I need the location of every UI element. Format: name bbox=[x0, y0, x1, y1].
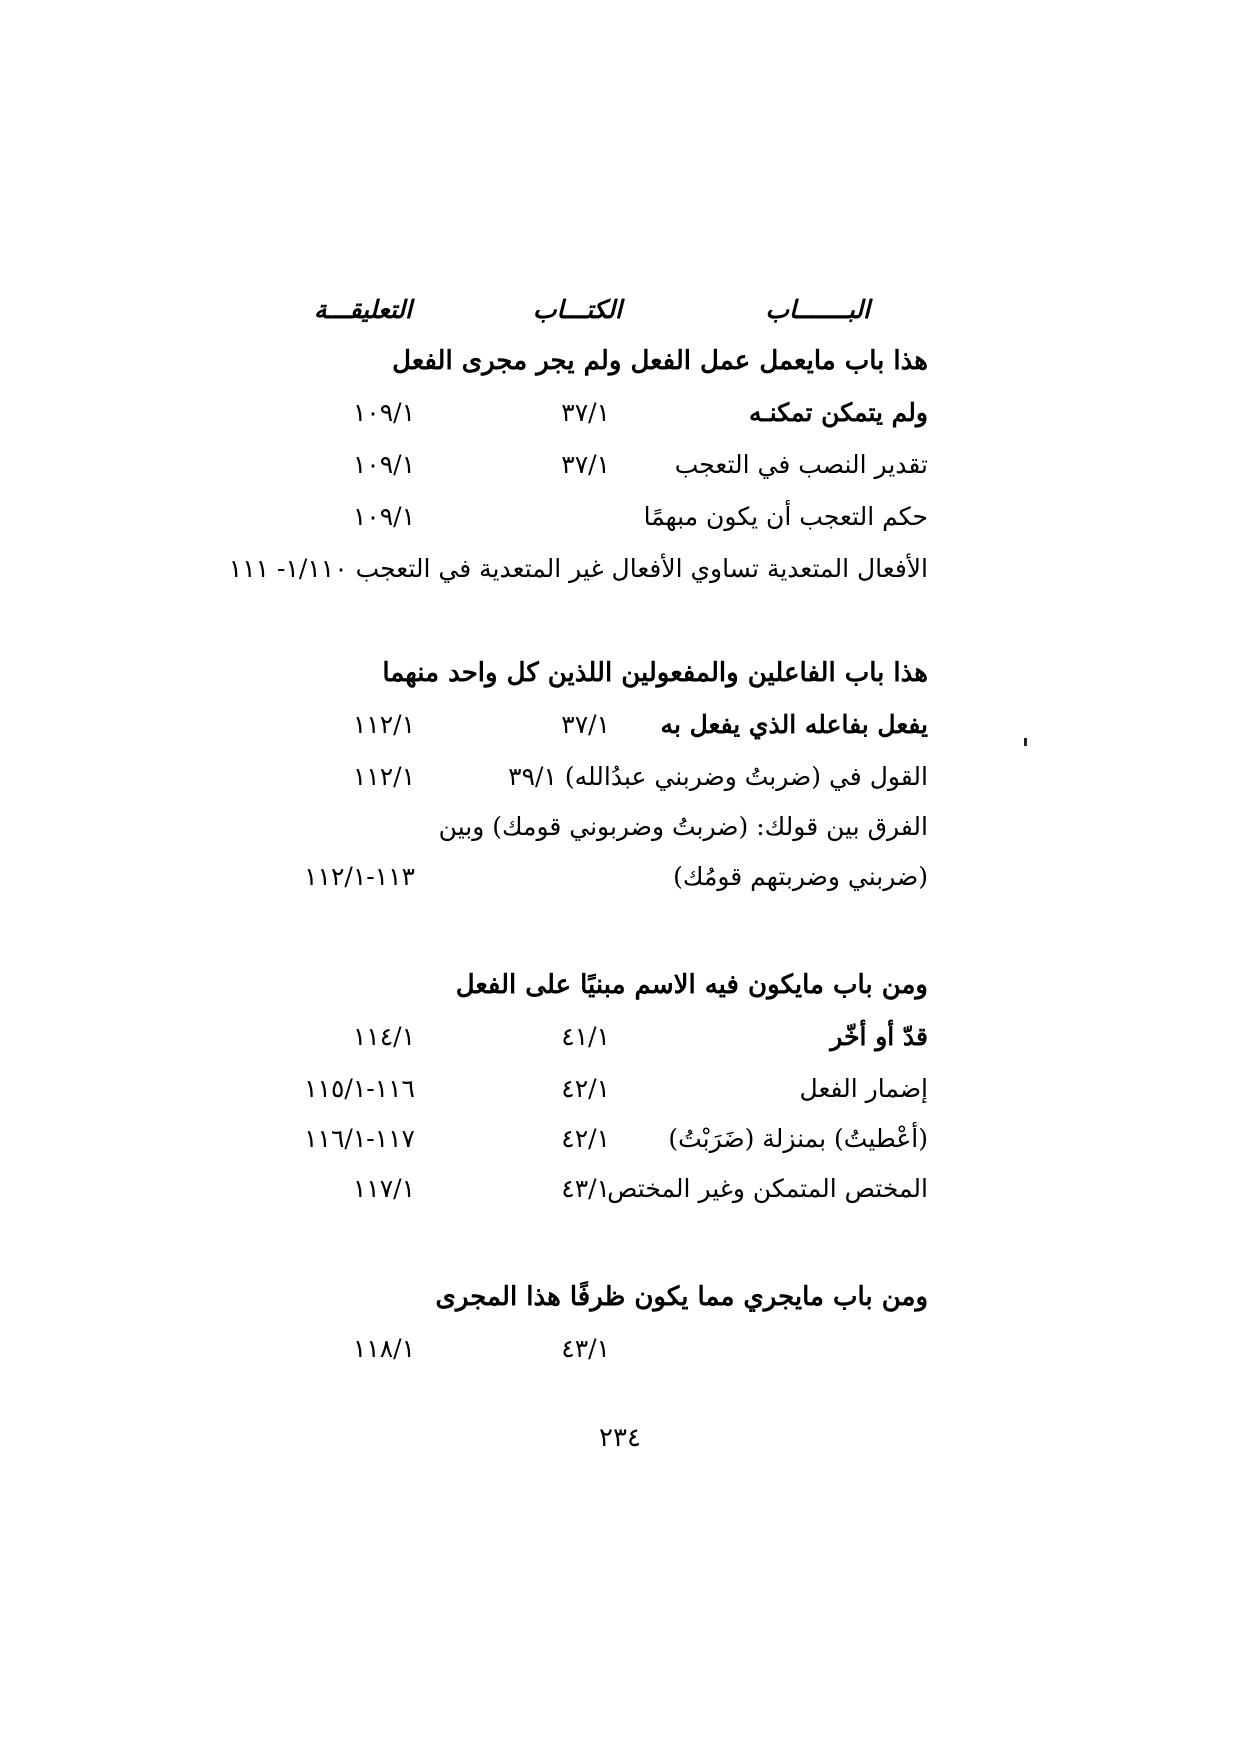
row-kitab: ٤١/١ bbox=[561, 1022, 610, 1051]
table-row bbox=[0, 492, 1240, 542]
row-bab: (أعْطيتُ) بمنزلة (ضَرَبْتُ) bbox=[668, 1124, 928, 1153]
page-number: ٢٣٤ bbox=[599, 1423, 641, 1453]
table-row bbox=[0, 388, 1240, 438]
row-taliqa: ١١٤/١ bbox=[352, 1022, 415, 1051]
section-title: ومن باب مايجري مما يكون ظرفًا هذا المجرى bbox=[435, 1282, 928, 1312]
row-taliqa: ١١٢/١ bbox=[352, 762, 415, 791]
row-bab: إضمار الفعل bbox=[799, 1074, 928, 1103]
table-row bbox=[0, 1064, 1240, 1114]
header-taliqa: التعليقـــة bbox=[313, 295, 412, 324]
row-taliqa: ١١٧/١ bbox=[352, 1174, 415, 1203]
row-taliqa: ١١٨/١ bbox=[352, 1334, 415, 1363]
row-kitab: ٤٣/١ bbox=[561, 1174, 610, 1203]
row-bab: قدّ أو أخّر bbox=[830, 1022, 928, 1051]
table-row bbox=[0, 852, 1240, 902]
header-bab: البـــــــاب bbox=[765, 295, 870, 324]
row-bab: يفعل بفاعله الذي يفعل به bbox=[660, 710, 928, 739]
table-row bbox=[0, 440, 1240, 490]
row-bab: (ضربني وضربتهم قومُك) bbox=[673, 862, 928, 891]
row-kitab: ٤٢/١ bbox=[561, 1124, 610, 1153]
row-bab: القول في (ضربتُ وضربني عبدُالله) ٣٩/١ bbox=[508, 762, 928, 791]
row-kitab: ٣٧/١ bbox=[561, 450, 610, 479]
row-bab: تقدير النصب في التعجب bbox=[674, 450, 928, 479]
row-bab: حكم التعجب أن يكون مبهمًا bbox=[643, 502, 928, 531]
section-title: ومن باب مايكون فيه الاسم مبنيًا على الفعل bbox=[455, 970, 928, 1000]
row-taliqa: ١١٢/١ bbox=[352, 710, 415, 739]
row-bab: المختص المتمكن وغير المختص bbox=[607, 1174, 928, 1203]
table-row bbox=[0, 1164, 1240, 1214]
column-headers bbox=[0, 285, 1240, 335]
row-kitab: ٣٧/١ bbox=[561, 398, 610, 427]
row-kitab: ٤٢/١ bbox=[561, 1074, 610, 1103]
row-taliqa: ١٠٩/١ bbox=[352, 502, 415, 531]
row-kitab: ٣٧/١ bbox=[561, 710, 610, 739]
table-row bbox=[0, 1324, 1240, 1374]
section-title: هذا باب مايعمل عمل الفعل ولم يجر مجرى الفعل bbox=[392, 346, 928, 376]
table-row bbox=[0, 1012, 1240, 1062]
wide-row: الأفعال المتعدية تساوي الأفعال غير المتعدية في التعجب ١/١١٠- ١١١ bbox=[228, 554, 928, 583]
table-row bbox=[0, 700, 1240, 750]
row-bab: ولم يتمكن تمكنـه bbox=[748, 398, 928, 427]
header-kitab: الكتـــاب bbox=[532, 295, 622, 324]
row-taliqa: ١١٣-١١٢/١ bbox=[304, 862, 415, 891]
row-bab: الفرق بين قولك: (ضربتُ وضربوني قومك) وبين bbox=[438, 812, 928, 841]
row-taliqa: ١١٧-١١٦/١ bbox=[304, 1124, 415, 1153]
table-row bbox=[0, 752, 1240, 802]
row-taliqa: ١٠٩/١ bbox=[352, 398, 415, 427]
table-row bbox=[0, 1114, 1240, 1164]
stray-mark bbox=[1024, 738, 1027, 746]
row-kitab: ٤٣/١ bbox=[561, 1334, 610, 1363]
row-taliqa: ١١٦-١١٥/١ bbox=[304, 1074, 415, 1103]
section-title: هذا باب الفاعلين والمفعولين اللذين كل واحد منهما bbox=[382, 658, 928, 688]
table-row bbox=[0, 802, 1240, 852]
row-taliqa: ١٠٩/١ bbox=[352, 450, 415, 479]
